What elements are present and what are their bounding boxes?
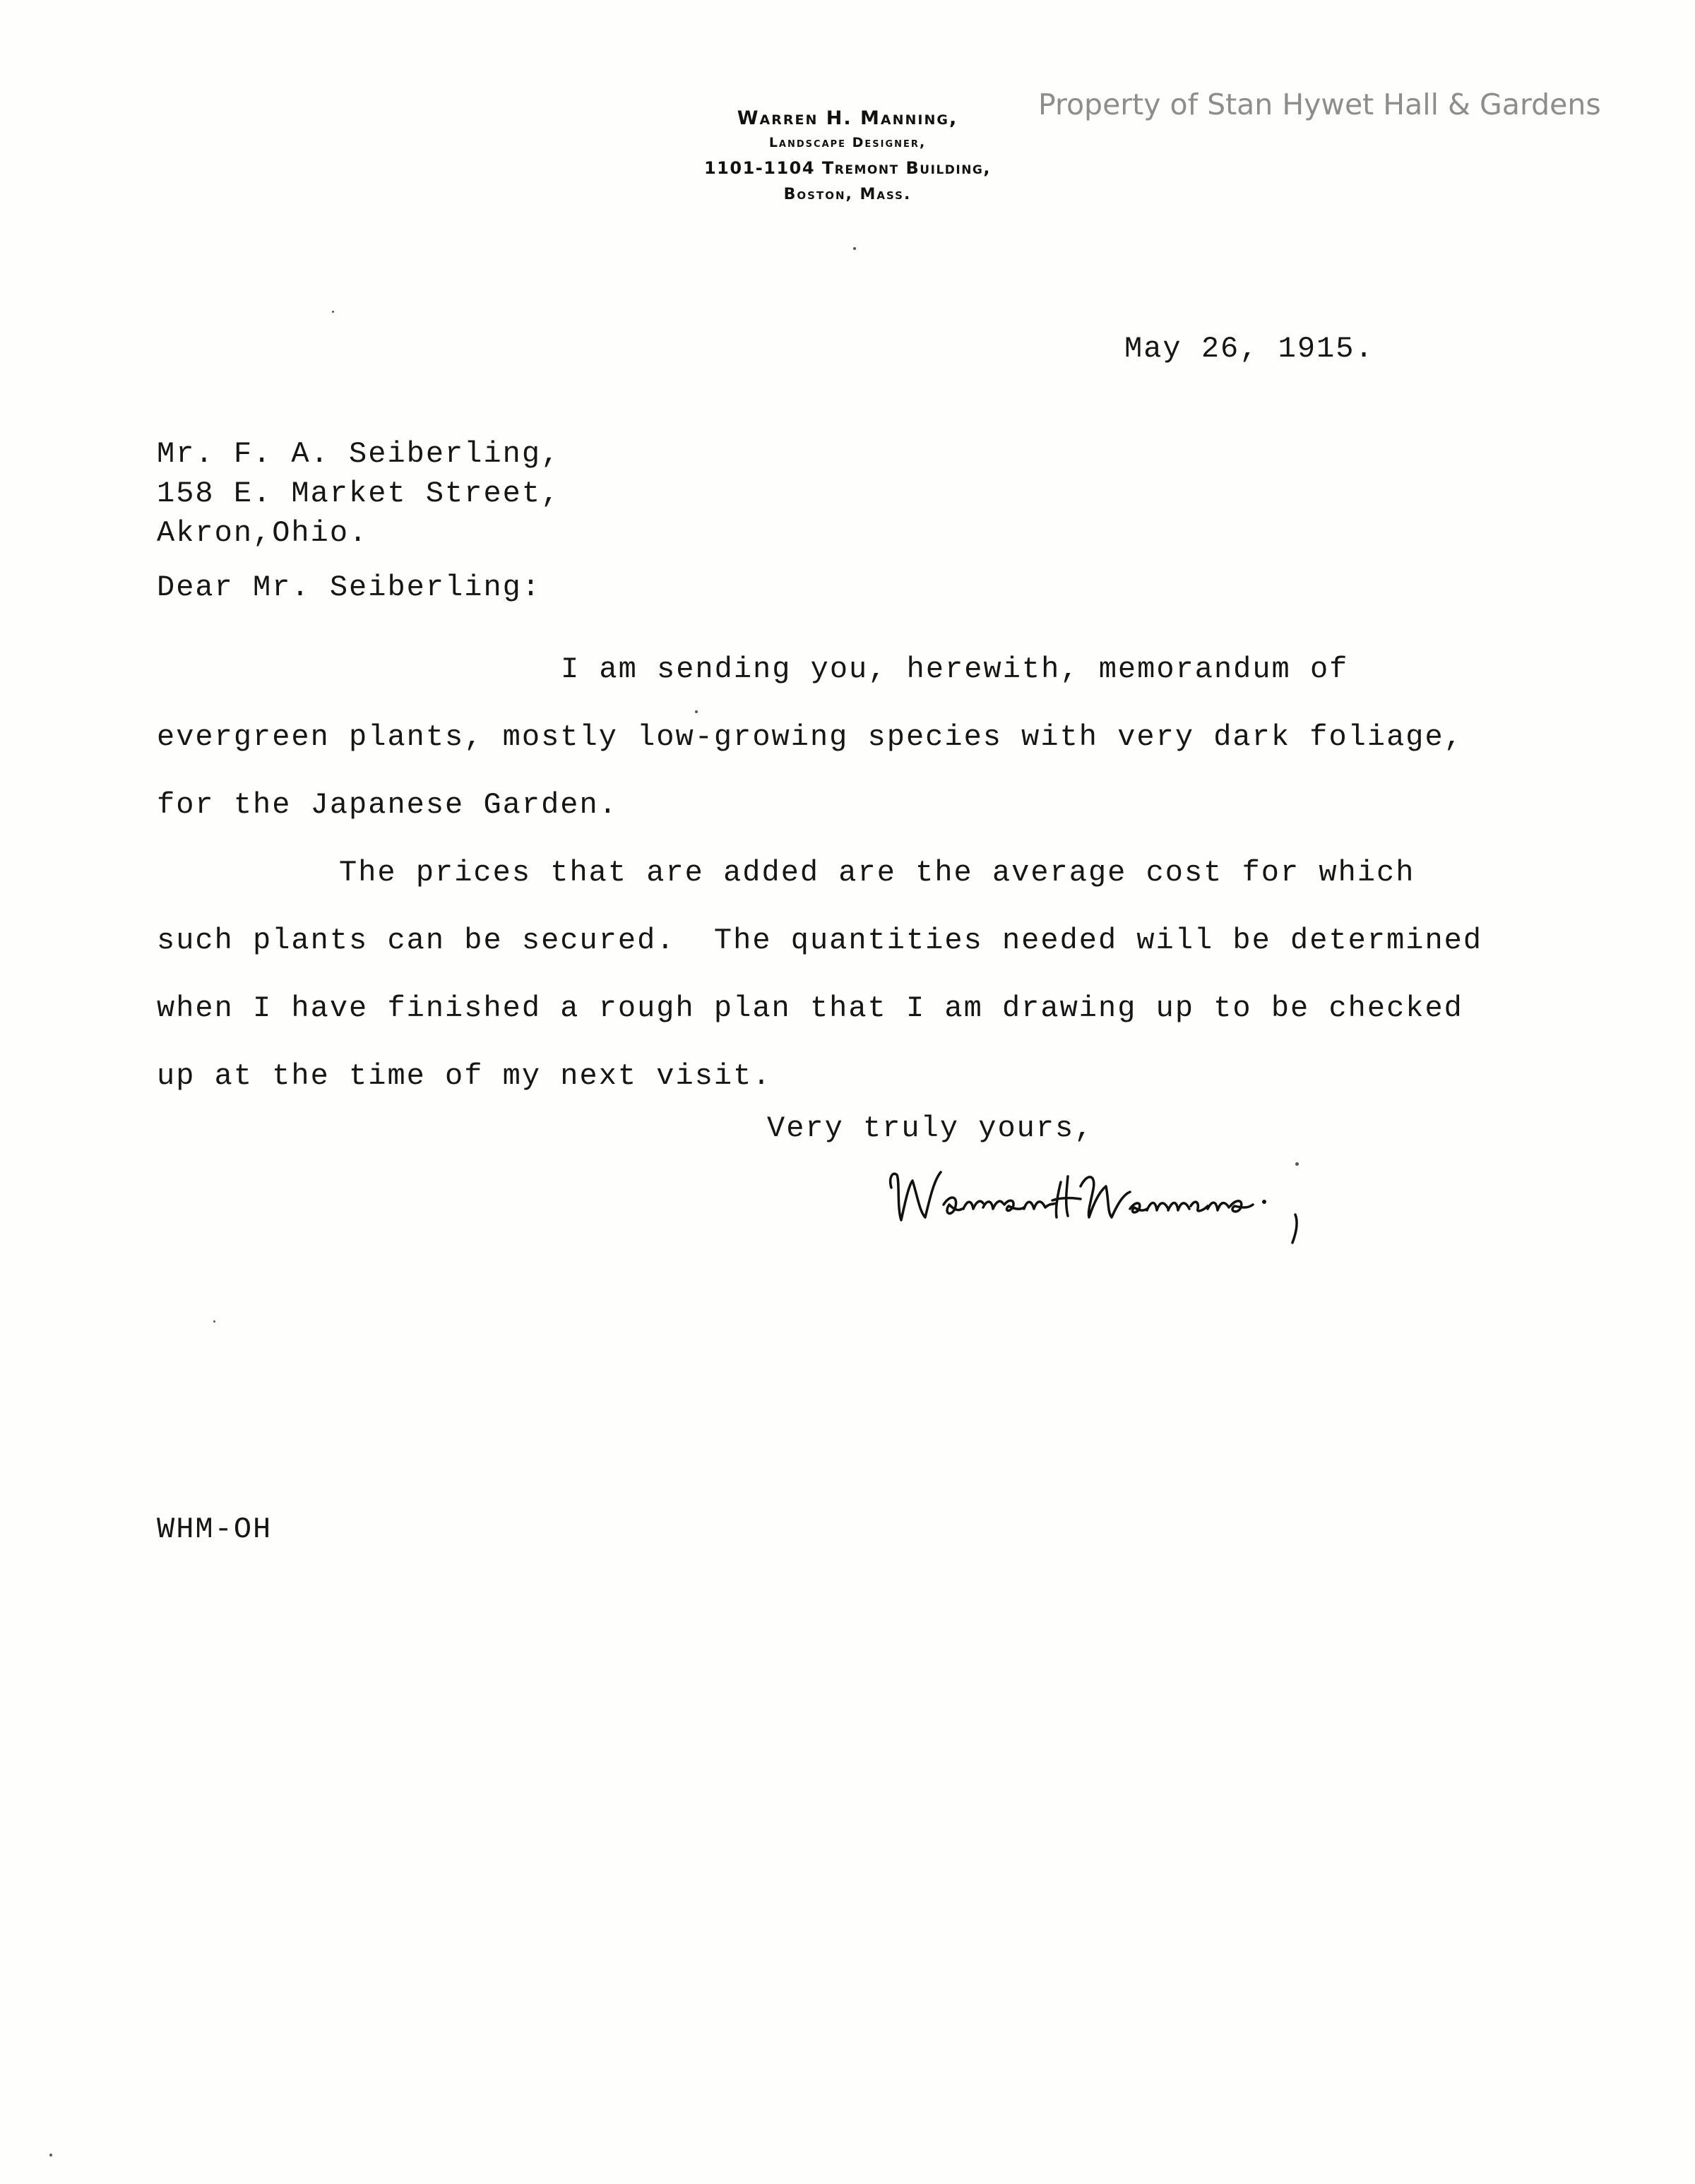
body-line: for the Japanese Garden.: [157, 788, 618, 822]
paper-speck: [1295, 1162, 1299, 1166]
paper-speck: [853, 247, 856, 250]
handwritten-signature: [876, 1144, 1328, 1250]
letterhead-address: 1101-1104 Tremont Building,: [703, 158, 992, 178]
recipient-line: 158 E. Market Street,: [157, 477, 561, 511]
letterhead: [636, 106, 1059, 208]
body-line: such plants can be secured. The quantities needed will be determined: [157, 924, 1483, 957]
recipient-line: Mr. F. A. Seiberling,: [157, 437, 561, 471]
paper-speck: [695, 710, 698, 713]
body-line: when I have finished a rough plan that I am drawing up to be checked: [157, 991, 1463, 1025]
recipient-address: [157, 434, 560, 553]
letterhead-name: Warren H. Manning,: [737, 107, 958, 129]
paper-speck: [213, 1320, 215, 1323]
letterhead-city: Boston, Mass.: [783, 186, 912, 203]
letter-date: May 26, 1915.: [1124, 332, 1374, 366]
body-line: The prices that are added are the average cost for which: [339, 856, 1415, 890]
paper-speck: [332, 311, 334, 313]
body-line: up at the time of my next visit.: [157, 1059, 772, 1093]
body-line: evergreen plants, mostly low-growing species with very dark foliage,: [157, 720, 1463, 754]
body-line: I am sending you, herewith, memorandum of: [561, 652, 1349, 686]
ownership-watermark: Property of Stan Hywet Hall & Gardens: [1038, 88, 1601, 121]
typist-initials: WHM-OH: [157, 1512, 273, 1546]
paper-speck: [49, 2154, 52, 2156]
recipient-line: Akron,Ohio.: [157, 516, 369, 550]
letterhead-title: Landscape Designer,: [768, 135, 927, 150]
letter-body: [157, 635, 1482, 1110]
salutation: Dear Mr. Seiberling:: [157, 571, 542, 604]
complimentary-close: Very truly yours,: [767, 1111, 1094, 1145]
